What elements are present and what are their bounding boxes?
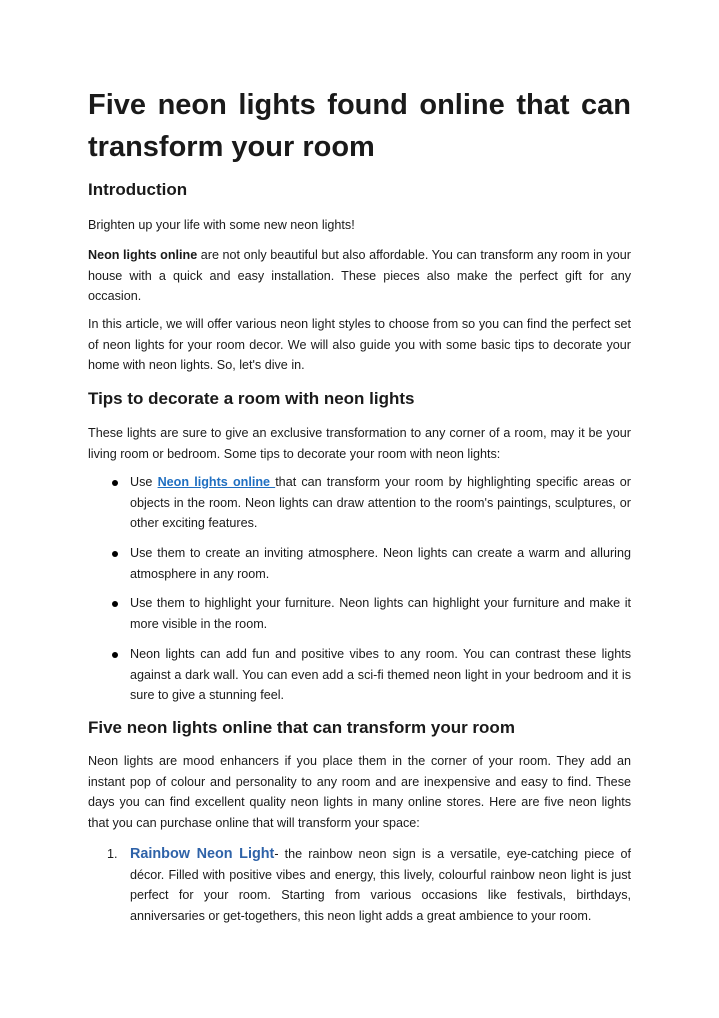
- tips-bullet-3: Use them to highlight your furniture. Neon lights can highlight your furniture and make it more visible in the room.: [130, 596, 631, 631]
- bold-phrase: Neon lights online: [88, 248, 198, 262]
- heading-introduction: Introduction: [88, 180, 188, 199]
- bullet-1-text: that can transform your room by highlighting specific areas or objects in the room. Neon lights can draw attention to the room's paintings, sculptures, or other exciting features.: [130, 475, 631, 531]
- neon-item-1: [130, 844, 631, 927]
- tips-bullet-2: Use them to create an inviting atmosphere. Neon lights can create a warm and alluring atmosphere in any room.: [130, 546, 631, 581]
- five-paragraph: Neon lights are mood enhancers if you place them in the corner of your room. They add an instant pop of colour and personality to any room and are inexpensive and easy to find. These days you can find excellent quality neon lights in many online stores. Here are five neon lights that you can purchase online that will transform your space:: [88, 754, 631, 831]
- bullet-icon: [112, 551, 118, 557]
- document-title: Five neon lights found online that can transform your room: [88, 89, 631, 163]
- tips-paragraph: These lights are sure to give an exclusive transformation to any corner of a room, may it be your living room or bedroom. Some tips to decorate your room with neon lights:: [88, 426, 631, 461]
- bullet-1-prefix: Use: [130, 475, 158, 489]
- heading-tips: Tips to decorate a room with neon lights: [88, 389, 415, 408]
- neon-item-1-text: - the rainbow neon sign is a versatile, eye-catching piece of décor. Filled with positive vibes and energy, this lively, colourful rainbow neon light is just perfect for your room. Starting from various occasions like festivals, birthdays, anniversaries or get-togethers, this neon light adds a great ambience to your room.: [130, 847, 632, 924]
- intro-paragraph-2-text: are not only beautiful but also affordable. You can transform any room in your house with a quick and easy installation. These pieces also make the perfect gift for any occasion.: [88, 248, 631, 304]
- bullet-icon: [112, 601, 118, 607]
- bullet-icon: [112, 652, 118, 658]
- tips-bullet-1: [130, 472, 631, 534]
- intro-paragraph-3: In this article, we will offer various neon light styles to choose from so you can find the perfect set of neon lights for your room decor. We will also guide you with some basic tips to decorate your home with neon lights. So, let's dive in.: [88, 317, 631, 373]
- intro-paragraph-2: [88, 245, 631, 307]
- heading-five-neon-lights: Five neon lights online that can transform your room: [88, 718, 515, 737]
- intro-paragraph-1: Brighten up your life with some new neon lights!: [88, 218, 355, 232]
- neon-lights-online-link[interactable]: Neon lights online: [157, 475, 276, 489]
- bullet-icon: [112, 480, 118, 486]
- tips-bullet-4: Neon lights can add fun and positive vibes to any room. You can contrast these lights against a dark wall. You can even add a sci-fi themed neon light in your bedroom and it is sure to give a stunning feel.: [130, 647, 631, 703]
- list-number-1: 1.: [107, 847, 118, 861]
- rainbow-neon-light-title: Rainbow Neon Light: [130, 846, 275, 862]
